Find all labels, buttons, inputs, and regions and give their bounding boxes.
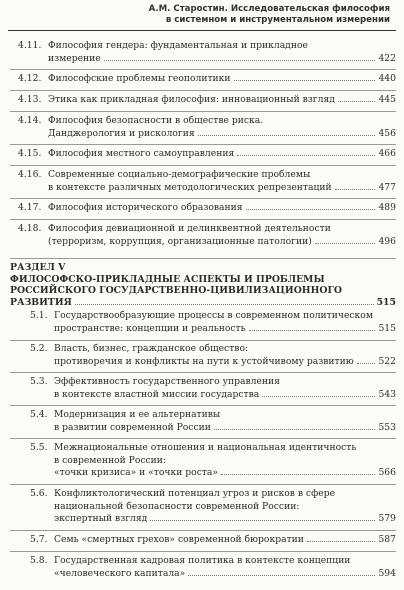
toc-entry-title: Современные социально-демографические проблемы: [48, 169, 311, 180]
toc-entry-title: экспертный взгляд: [54, 513, 148, 525]
entry-divider: [10, 551, 396, 552]
dot-leader: [307, 541, 376, 542]
toc-entry-page: 522: [378, 355, 396, 367]
toc-entry-page: 553: [378, 421, 396, 433]
entry-divider: [10, 90, 396, 91]
toc-entry-title: противоречия и конфликты на пути к устойчивому развитию: [54, 355, 354, 367]
toc-entry-page: 466: [378, 148, 396, 159]
toc-entry-title: Власть, бизнес, гражданское общество:: [54, 343, 249, 354]
toc-entry-number: 4.13.: [18, 94, 42, 105]
toc-entry-page: 440: [378, 73, 396, 84]
toc-entry-number: 5.7.: [30, 534, 48, 545]
section-title: ФИЛОСОФСКО-ПРИКЛАДНЫЕ АСПЕКТЫ И ПРОБЛЕМЫ: [10, 273, 325, 285]
running-header-line: в системном и инструментальном измерении: [165, 15, 390, 25]
toc-entry-page: 496: [378, 235, 396, 247]
toc-entry-number: 5.8.: [30, 555, 48, 566]
toc-entry-number: 4.16.: [18, 169, 42, 180]
toc-entry-title: Конфликтологический потенциал угроз и рисков в сфере: [54, 488, 336, 499]
entry-divider: [10, 438, 396, 439]
toc-entry-title: Семь «смертных грехов» современной бюрократии: [54, 534, 304, 545]
toc-entry-number: 4.18.: [18, 223, 42, 234]
entry-divider: [10, 219, 396, 220]
dot-leader: [335, 189, 376, 190]
section-title: РАЗВИТИЯ: [10, 296, 72, 308]
entry-divider: [10, 258, 396, 259]
toc-entry-number: 4.11.: [18, 40, 42, 51]
toc-entry-title: Философия гендера: фундаментальная и прикладное: [48, 40, 308, 51]
entry-divider: [10, 111, 396, 112]
dot-leader: [188, 575, 375, 576]
toc-entry-title: Государственная кадровая политика в контексте концепции: [54, 555, 351, 566]
toc-entry-title: Этика как прикладная философия: инновационный взгляд: [48, 94, 335, 105]
toc-entry-title: Эффективность государственного управления: [54, 376, 280, 387]
toc-entry-title: национальной безопасности современной России:: [54, 500, 300, 512]
toc-entry-title: Государствообразующие процессы в современном политическом: [54, 310, 373, 321]
dot-leader: [249, 330, 376, 331]
dot-leader: [198, 135, 376, 136]
toc-entry-page: 477: [378, 181, 396, 193]
toc-entry-number: 5.2.: [30, 343, 48, 354]
toc-entry-title: Философские проблемы геополитики: [48, 73, 231, 84]
toc-entry-page: 456: [378, 127, 396, 139]
entry-divider: [10, 198, 396, 199]
dot-leader: [150, 520, 375, 521]
toc-entry-page: 587: [378, 534, 396, 545]
dot-leader: [234, 80, 376, 81]
header-rule: [8, 30, 396, 31]
section-title: РОССИЙСКОГО ГОСУДАРСТВЕННО-ЦИВИЛИЗАЦИОННОГО: [10, 285, 342, 296]
toc-entry-page: 445: [378, 94, 396, 105]
toc-entry-title: Философия местного самоуправления: [48, 148, 235, 159]
toc-entry-number: 4.12.: [18, 73, 42, 84]
dot-leader: [246, 209, 376, 210]
toc-entry-page: 579: [378, 513, 396, 525]
toc-entry-number: 5.4.: [30, 409, 48, 420]
section-heading: [10, 262, 396, 308]
entry-divider: [10, 405, 396, 406]
entry-divider: [10, 165, 396, 166]
toc-entry-title: в развитии современной России: [54, 421, 211, 433]
dot-leader: [221, 474, 375, 475]
section-number: РАЗДЕЛ V: [10, 262, 66, 273]
dot-leader: [315, 243, 376, 244]
dot-leader: [262, 396, 375, 397]
dot-leader: [75, 304, 374, 305]
dot-leader: [214, 429, 376, 430]
toc-entry-title: Модернизация и ее альтернативы: [54, 409, 221, 420]
entry-divider: [10, 372, 396, 373]
toc-entry-page: 566: [378, 467, 396, 479]
toc-entry-title: (терроризм, коррупция, организационные патологии): [48, 235, 312, 247]
toc-entry-title: Философия безопасности в обществе риска.: [48, 115, 264, 126]
toc-entry-title: Данджерология и рискология: [48, 127, 195, 139]
toc-entry-page: 515: [378, 322, 396, 334]
entry-divider: [10, 530, 396, 531]
dot-leader: [338, 101, 376, 102]
toc-entry-page: 543: [378, 388, 396, 400]
section-page: 515: [376, 296, 396, 308]
entry-divider: [10, 484, 396, 485]
toc-entry-title: «точки кризиса» и «точки роста»: [54, 467, 219, 479]
toc-entry-title: в контексте различных методологических репрезентаций: [48, 181, 332, 193]
running-header: [130, 4, 390, 26]
toc-entry-title: Философия девиационной и делинквентной деятельности: [48, 223, 331, 234]
dot-leader: [104, 60, 376, 61]
toc-entry-number: 4.14.: [18, 115, 42, 126]
toc-entry-page: 489: [378, 202, 396, 213]
toc-entry-number: 5.5.: [30, 442, 48, 453]
toc-entry-page: 594: [378, 567, 396, 579]
toc-entry-title: Философия исторического образования: [48, 202, 243, 213]
entry-divider: [10, 340, 396, 341]
entry-divider: [10, 69, 396, 70]
dot-leader: [237, 155, 375, 156]
toc-entry-number: 5.1.: [30, 310, 48, 321]
toc-entry-title: пространстве: концепции и реальность: [54, 322, 246, 334]
toc-entry-number: 4.15.: [18, 148, 42, 159]
toc-entry-title: измерение: [48, 52, 101, 64]
toc-entry-title: в современной России:: [54, 454, 167, 466]
entry-divider: [10, 144, 396, 145]
toc-entry-number: 4.17.: [18, 202, 42, 213]
running-header-line: А.М. Старостин. Исследовательская философия: [148, 4, 390, 14]
toc-entry-title: в контексте властной миссии государства: [54, 388, 260, 400]
toc-entry-title: Межнациональные отношения и национальная идентичность: [54, 442, 357, 453]
toc-entry-title: «человеческого капитала»: [54, 567, 186, 579]
toc-entry-page: 422: [378, 52, 396, 64]
dot-leader: [357, 363, 376, 364]
toc-entry-number: 5.6.: [30, 488, 48, 499]
toc-entry-number: 5.3.: [30, 376, 48, 387]
